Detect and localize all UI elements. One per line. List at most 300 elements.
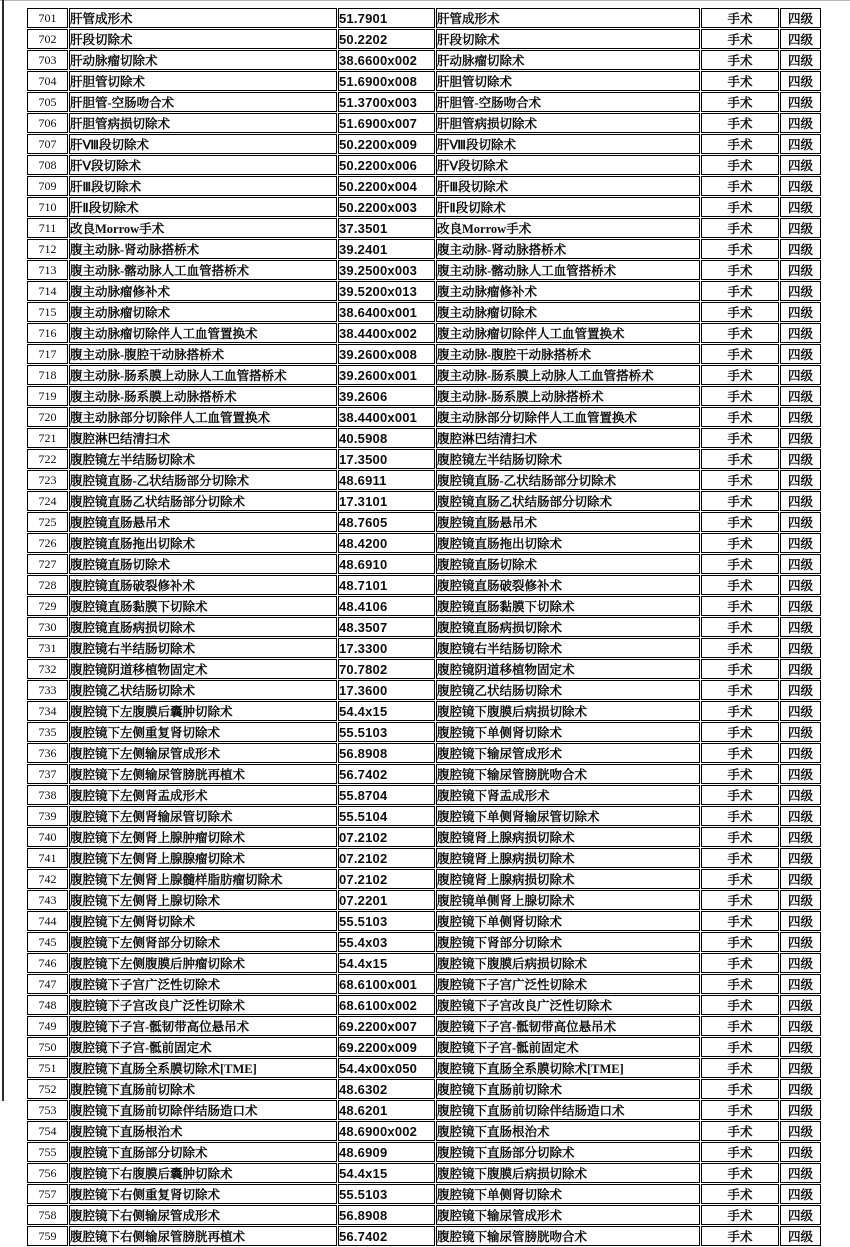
row-number-cell: 745 [27, 932, 68, 952]
category-cell: 手术 [701, 1184, 779, 1204]
table-row [27, 995, 821, 1015]
procedure-name-cell: 腹腔镜直肠黏膜下切除术 [69, 596, 337, 616]
level-cell: 四级 [780, 155, 821, 175]
table-row [27, 470, 821, 490]
table-row [27, 386, 821, 406]
category-cell: 手术 [701, 722, 779, 742]
procedure-name-repeat-cell: 腹腔镜下输尿管成形术 [436, 1205, 700, 1225]
category-cell: 手术 [701, 134, 779, 154]
level-cell: 四级 [780, 1163, 821, 1183]
category-cell: 手术 [701, 953, 779, 973]
category-cell: 手术 [701, 281, 779, 301]
category-cell: 手术 [701, 1142, 779, 1162]
procedure-name-repeat-cell: 肝Ⅴ段切除术 [436, 155, 700, 175]
row-number-cell: 704 [27, 71, 68, 91]
procedure-name-repeat-cell: 腹腔镜下单侧肾切除术 [436, 1184, 700, 1204]
procedure-name-cell: 腹腔镜下左侧肾上腺切除术 [69, 890, 337, 910]
row-number-cell: 752 [27, 1079, 68, 1099]
category-cell: 手术 [701, 890, 779, 910]
procedure-name-cell: 肝段切除术 [69, 29, 337, 49]
row-number-cell: 741 [27, 848, 68, 868]
table-row [27, 575, 821, 595]
table-row [27, 8, 821, 28]
procedure-name-cell: 腹主动脉-肾动脉搭桥术 [69, 239, 337, 259]
table-row [27, 953, 821, 973]
level-cell: 四级 [780, 512, 821, 532]
level-cell: 四级 [780, 134, 821, 154]
category-cell: 手术 [701, 974, 779, 994]
category-cell: 手术 [701, 1121, 779, 1141]
row-number-cell: 718 [27, 365, 68, 385]
level-cell: 四级 [780, 785, 821, 805]
level-cell: 四级 [780, 1121, 821, 1141]
category-cell: 手术 [701, 806, 779, 826]
procedure-name-repeat-cell: 腹腔镜下子宫-骶前固定术 [436, 1037, 700, 1057]
level-cell: 四级 [780, 260, 821, 280]
row-number-cell: 709 [27, 176, 68, 196]
procedure-code-cell: 48.6201 [338, 1100, 435, 1120]
procedure-name-repeat-cell: 腹腔镜下单侧肾切除术 [436, 911, 700, 931]
level-cell: 四级 [780, 596, 821, 616]
procedure-code-cell: 50.2200x004 [338, 176, 435, 196]
level-cell: 四级 [780, 701, 821, 721]
level-cell: 四级 [780, 827, 821, 847]
row-number-cell: 730 [27, 617, 68, 637]
procedure-name-cell: 腹腔镜下左侧重复肾切除术 [69, 722, 337, 742]
category-cell: 手术 [701, 743, 779, 763]
level-cell: 四级 [780, 281, 821, 301]
procedure-name-repeat-cell: 腹腔镜下输尿管膀胱吻合术 [436, 764, 700, 784]
procedure-code-cell: 48.6911 [338, 470, 435, 490]
row-number-cell: 754 [27, 1121, 68, 1141]
table-row [27, 806, 821, 826]
procedure-name-cell: 腹腔镜下左侧输尿管成形术 [69, 743, 337, 763]
row-number-cell: 723 [27, 470, 68, 490]
category-cell: 手术 [701, 386, 779, 406]
procedure-name-repeat-cell: 腹腔镜肾上腺病损切除术 [436, 848, 700, 868]
procedure-name-repeat-cell: 腹腔镜下子宫改良广泛性切除术 [436, 995, 700, 1015]
table-row [27, 134, 821, 154]
row-number-cell: 715 [27, 302, 68, 322]
procedure-code-cell: 37.3501 [338, 218, 435, 238]
table-row [27, 1163, 821, 1183]
category-cell: 手术 [701, 50, 779, 70]
procedure-code-cell: 48.6302 [338, 1079, 435, 1099]
category-cell: 手术 [701, 155, 779, 175]
procedure-name-cell: 腹腔镜直肠切除术 [69, 554, 337, 574]
row-number-cell: 743 [27, 890, 68, 910]
table-row [27, 743, 821, 763]
category-cell: 手术 [701, 932, 779, 952]
procedure-code-cell: 38.4400x002 [338, 323, 435, 343]
level-cell: 四级 [780, 197, 821, 217]
level-cell: 四级 [780, 680, 821, 700]
row-number-cell: 724 [27, 491, 68, 511]
level-cell: 四级 [780, 638, 821, 658]
category-cell: 手术 [701, 218, 779, 238]
level-cell: 四级 [780, 995, 821, 1015]
procedure-name-cell: 肝Ⅴ段切除术 [69, 155, 337, 175]
level-cell: 四级 [780, 470, 821, 490]
row-number-cell: 728 [27, 575, 68, 595]
row-number-cell: 719 [27, 386, 68, 406]
procedure-code-cell: 70.7802 [338, 659, 435, 679]
level-cell: 四级 [780, 218, 821, 238]
procedure-code-cell: 50.2200x009 [338, 134, 435, 154]
row-number-cell: 710 [27, 197, 68, 217]
row-number-cell: 729 [27, 596, 68, 616]
row-number-cell: 720 [27, 407, 68, 427]
procedure-name-repeat-cell: 腹腔镜乙状结肠切除术 [436, 680, 700, 700]
table-row [27, 974, 821, 994]
procedure-code-cell: 07.2102 [338, 827, 435, 847]
procedure-name-repeat-cell: 腹腔镜下单侧肾切除术 [436, 722, 700, 742]
row-number-cell: 744 [27, 911, 68, 931]
table-row [27, 1226, 821, 1246]
procedure-name-repeat-cell: 腹主动脉瘤切除术 [436, 302, 700, 322]
procedure-name-repeat-cell: 肝Ⅷ段切除术 [436, 134, 700, 154]
table-row [27, 890, 821, 910]
procedure-name-cell: 腹主动脉瘤切除伴人工血管置换术 [69, 323, 337, 343]
level-cell: 四级 [780, 974, 821, 994]
category-cell: 手术 [701, 575, 779, 595]
level-cell: 四级 [780, 932, 821, 952]
level-cell: 四级 [780, 1079, 821, 1099]
category-cell: 手术 [701, 8, 779, 28]
table-row [27, 197, 821, 217]
procedure-name-cell: 腹腔镜右半结肠切除术 [69, 638, 337, 658]
procedure-code-cell: 17.3600 [338, 680, 435, 700]
procedure-code-cell: 48.4106 [338, 596, 435, 616]
procedure-name-repeat-cell: 肝Ⅱ段切除术 [436, 197, 700, 217]
procedure-name-repeat-cell: 腹腔镜直肠-乙状结肠部分切除术 [436, 470, 700, 490]
procedure-code-cell: 48.6909 [338, 1142, 435, 1162]
table-row [27, 428, 821, 448]
row-number-cell: 734 [27, 701, 68, 721]
procedure-code-cell: 55.4x03 [338, 932, 435, 952]
procedure-code-cell: 17.3500 [338, 449, 435, 469]
procedure-name-cell: 肝胆管-空肠吻合术 [69, 92, 337, 112]
procedure-code-cell: 39.2600x008 [338, 344, 435, 364]
procedure-name-cell: 肝管成形术 [69, 8, 337, 28]
table-row [27, 407, 821, 427]
procedure-code-cell: 69.2200x009 [338, 1037, 435, 1057]
procedure-code-cell: 07.2102 [338, 848, 435, 868]
level-cell: 四级 [780, 71, 821, 91]
level-cell: 四级 [780, 869, 821, 889]
procedure-name-cell: 腹主动脉-肠系膜上动脉搭桥术 [69, 386, 337, 406]
procedure-name-cell: 腹腔镜下左侧输尿管膀胱再植术 [69, 764, 337, 784]
procedure-name-repeat-cell: 腹腔镜直肠拖出切除术 [436, 533, 700, 553]
procedure-code-cell: 55.5103 [338, 911, 435, 931]
procedure-name-repeat-cell: 腹腔镜下腹膜后病损切除术 [436, 953, 700, 973]
procedure-name-repeat-cell: 腹主动脉瘤修补术 [436, 281, 700, 301]
table-row [27, 722, 821, 742]
procedure-name-repeat-cell: 腹腔镜下直肠根治术 [436, 1121, 700, 1141]
category-cell: 手术 [701, 617, 779, 637]
procedure-code-cell: 51.3700x003 [338, 92, 435, 112]
row-number-cell: 740 [27, 827, 68, 847]
procedure-code-cell: 17.3300 [338, 638, 435, 658]
level-cell: 四级 [780, 29, 821, 49]
row-number-cell: 749 [27, 1016, 68, 1036]
level-cell: 四级 [780, 449, 821, 469]
table-row [27, 491, 821, 511]
procedure-code-cell: 55.8704 [338, 785, 435, 805]
procedure-name-cell: 腹腔镜直肠-乙状结肠部分切除术 [69, 470, 337, 490]
level-cell: 四级 [780, 953, 821, 973]
procedure-name-cell: 腹腔镜下右腹膜后囊肿切除术 [69, 1163, 337, 1183]
level-cell: 四级 [780, 806, 821, 826]
table-row [27, 554, 821, 574]
table-row [27, 932, 821, 952]
level-cell: 四级 [780, 575, 821, 595]
category-cell: 手术 [701, 470, 779, 490]
level-cell: 四级 [780, 554, 821, 574]
procedure-name-cell: 腹腔镜左半结肠切除术 [69, 449, 337, 469]
procedure-name-repeat-cell: 腹腔镜下直肠前切除术 [436, 1079, 700, 1099]
row-number-cell: 747 [27, 974, 68, 994]
table-row [27, 71, 821, 91]
row-number-cell: 717 [27, 344, 68, 364]
procedure-name-cell: 腹腔镜下右侧输尿管成形术 [69, 1205, 337, 1225]
level-cell: 四级 [780, 428, 821, 448]
category-cell: 手术 [701, 344, 779, 364]
procedure-name-cell: 腹主动脉-腹腔干动脉搭桥术 [69, 344, 337, 364]
procedure-code-cell: 56.7402 [338, 1226, 435, 1246]
procedure-name-repeat-cell: 腹主动脉瘤切除伴人工血管置换术 [436, 323, 700, 343]
procedure-name-repeat-cell: 腹腔镜下输尿管膀胱吻合术 [436, 1226, 700, 1246]
category-cell: 手术 [701, 1016, 779, 1036]
procedure-code-cell: 39.2606 [338, 386, 435, 406]
table-row [27, 596, 821, 616]
procedure-code-cell: 68.6100x002 [338, 995, 435, 1015]
category-cell: 手术 [701, 554, 779, 574]
procedure-name-repeat-cell: 肝段切除术 [436, 29, 700, 49]
level-cell: 四级 [780, 491, 821, 511]
procedure-name-repeat-cell: 腹腔镜左半结肠切除术 [436, 449, 700, 469]
scan-edge-artifact-left [2, 0, 4, 1101]
procedure-name-repeat-cell: 腹腔镜直肠切除术 [436, 554, 700, 574]
category-cell: 手术 [701, 1205, 779, 1225]
procedure-name-cell: 肝Ⅲ段切除术 [69, 176, 337, 196]
table-row [27, 92, 821, 112]
procedure-code-cell: 54.4x15 [338, 953, 435, 973]
table-row [27, 50, 821, 70]
procedure-code-cell: 48.6910 [338, 554, 435, 574]
row-number-cell: 703 [27, 50, 68, 70]
procedure-code-cell: 69.2200x007 [338, 1016, 435, 1036]
category-cell: 手术 [701, 239, 779, 259]
row-number-cell: 753 [27, 1100, 68, 1120]
procedure-name-cell: 肝Ⅱ段切除术 [69, 197, 337, 217]
row-number-cell: 731 [27, 638, 68, 658]
category-cell: 手术 [701, 260, 779, 280]
category-cell: 手术 [701, 428, 779, 448]
procedure-code-cell: 55.5103 [338, 1184, 435, 1204]
row-number-cell: 738 [27, 785, 68, 805]
procedure-name-repeat-cell: 肝胆管病损切除术 [436, 113, 700, 133]
table-row [27, 869, 821, 889]
level-cell: 四级 [780, 92, 821, 112]
procedure-code-cell: 51.6900x008 [338, 71, 435, 91]
procedure-name-cell: 肝胆管切除术 [69, 71, 337, 91]
procedure-name-cell: 腹腔镜下直肠前切除术 [69, 1079, 337, 1099]
table-row [27, 176, 821, 196]
procedure-name-cell: 腹主动脉部分切除伴人工血管置换术 [69, 407, 337, 427]
level-cell: 四级 [780, 386, 821, 406]
level-cell: 四级 [780, 722, 821, 742]
procedure-name-repeat-cell: 肝Ⅲ段切除术 [436, 176, 700, 196]
table-row [27, 302, 821, 322]
table-row [27, 323, 821, 343]
procedure-name-cell: 腹主动脉瘤切除术 [69, 302, 337, 322]
procedure-code-cell: 48.4200 [338, 533, 435, 553]
procedure-name-repeat-cell: 肝胆管-空肠吻合术 [436, 92, 700, 112]
row-number-cell: 739 [27, 806, 68, 826]
table-row [27, 1037, 821, 1057]
procedure-name-repeat-cell: 腹腔镜直肠乙状结肠部分切除术 [436, 491, 700, 511]
row-number-cell: 712 [27, 239, 68, 259]
category-cell: 手术 [701, 323, 779, 343]
procedure-name-repeat-cell: 腹腔镜阴道移植物固定术 [436, 659, 700, 679]
category-cell: 手术 [701, 113, 779, 133]
category-cell: 手术 [701, 176, 779, 196]
procedure-name-cell: 腹腔镜直肠乙状结肠部分切除术 [69, 491, 337, 511]
row-number-cell: 756 [27, 1163, 68, 1183]
table-row [27, 680, 821, 700]
level-cell: 四级 [780, 344, 821, 364]
table-row [27, 29, 821, 49]
category-cell: 手术 [701, 911, 779, 931]
level-cell: 四级 [780, 848, 821, 868]
row-number-cell: 707 [27, 134, 68, 154]
procedure-name-repeat-cell: 肝管成形术 [436, 8, 700, 28]
procedure-name-repeat-cell: 腹腔镜直肠病损切除术 [436, 617, 700, 637]
procedure-name-repeat-cell: 腹腔淋巴结清扫术 [436, 428, 700, 448]
procedure-name-cell: 腹腔淋巴结清扫术 [69, 428, 337, 448]
procedure-name-repeat-cell: 腹腔镜下腹膜后病损切除术 [436, 701, 700, 721]
level-cell: 四级 [780, 365, 821, 385]
procedure-code-cell: 38.4400x001 [338, 407, 435, 427]
category-cell: 手术 [701, 869, 779, 889]
scan-edge-artifact-top [0, 0, 850, 1]
procedure-code-cell: 56.7402 [338, 764, 435, 784]
level-cell: 四级 [780, 1205, 821, 1225]
procedure-code-cell: 17.3101 [338, 491, 435, 511]
procedure-code-cell: 55.5103 [338, 722, 435, 742]
table-row [27, 218, 821, 238]
procedure-name-repeat-cell: 腹腔镜下子宫广泛性切除术 [436, 974, 700, 994]
table-row [27, 638, 821, 658]
row-number-cell: 736 [27, 743, 68, 763]
row-number-cell: 750 [27, 1037, 68, 1057]
table-row [27, 827, 821, 847]
procedure-name-repeat-cell: 腹腔镜下子宫-骶韧带高位悬吊术 [436, 1016, 700, 1036]
category-cell: 手术 [701, 1058, 779, 1078]
category-cell: 手术 [701, 785, 779, 805]
procedure-table-body [27, 8, 821, 1246]
row-number-cell: 702 [27, 29, 68, 49]
procedure-name-repeat-cell: 肝动脉瘤切除术 [436, 50, 700, 70]
row-number-cell: 759 [27, 1226, 68, 1246]
category-cell: 手术 [701, 659, 779, 679]
procedure-name-cell: 腹腔镜下左侧肾切除术 [69, 911, 337, 931]
procedure-code-cell: 50.2200x003 [338, 197, 435, 217]
row-number-cell: 748 [27, 995, 68, 1015]
category-cell: 手术 [701, 1037, 779, 1057]
procedure-name-cell: 腹腔镜下子宫-骶韧带高位悬吊术 [69, 1016, 337, 1036]
level-cell: 四级 [780, 764, 821, 784]
category-cell: 手术 [701, 491, 779, 511]
procedure-code-cell: 54.4x15 [338, 1163, 435, 1183]
row-number-cell: 713 [27, 260, 68, 280]
category-cell: 手术 [701, 1226, 779, 1246]
procedure-name-repeat-cell: 腹腔镜直肠悬吊术 [436, 512, 700, 532]
procedure-name-cell: 腹腔镜下左侧肾上腺肿瘤切除术 [69, 827, 337, 847]
procedure-name-cell: 腹腔镜下左腹膜后囊肿切除术 [69, 701, 337, 721]
level-cell: 四级 [780, 1184, 821, 1204]
procedure-name-repeat-cell: 腹主动脉-肾动脉搭桥术 [436, 239, 700, 259]
level-cell: 四级 [780, 911, 821, 931]
procedure-name-cell: 腹腔镜下直肠前切除伴结肠造口术 [69, 1100, 337, 1120]
level-cell: 四级 [780, 8, 821, 28]
category-cell: 手术 [701, 638, 779, 658]
procedure-name-repeat-cell: 腹主动脉-腹腔干动脉搭桥术 [436, 344, 700, 364]
table-row [27, 1142, 821, 1162]
procedure-name-repeat-cell: 腹腔镜下肾盂成形术 [436, 785, 700, 805]
level-cell: 四级 [780, 1058, 821, 1078]
table-row [27, 1079, 821, 1099]
procedure-code-cell: 55.5104 [338, 806, 435, 826]
procedure-name-cell: 腹腔镜下右侧重复肾切除术 [69, 1184, 337, 1204]
procedure-code-cell: 50.2202 [338, 29, 435, 49]
procedure-code-cell: 56.8908 [338, 743, 435, 763]
table-row [27, 659, 821, 679]
procedure-name-cell: 腹腔镜直肠悬吊术 [69, 512, 337, 532]
category-cell: 手术 [701, 365, 779, 385]
row-number-cell: 705 [27, 92, 68, 112]
procedure-code-cell: 38.6600x002 [338, 50, 435, 70]
procedure-name-cell: 腹腔镜阴道移植物固定术 [69, 659, 337, 679]
level-cell: 四级 [780, 533, 821, 553]
row-number-cell: 716 [27, 323, 68, 343]
level-cell: 四级 [780, 890, 821, 910]
procedure-code-cell: 39.2500x003 [338, 260, 435, 280]
procedure-name-cell: 腹主动脉-肠系膜上动脉人工血管搭桥术 [69, 365, 337, 385]
procedure-name-cell: 腹主动脉-髂动脉人工血管搭桥术 [69, 260, 337, 280]
level-cell: 四级 [780, 1016, 821, 1036]
procedure-name-repeat-cell: 腹腔镜下输尿管成形术 [436, 743, 700, 763]
procedure-name-cell: 腹腔镜下左侧腹膜后肿瘤切除术 [69, 953, 337, 973]
row-number-cell: 701 [27, 8, 68, 28]
category-cell: 手术 [701, 533, 779, 553]
procedure-name-cell: 腹腔镜下左侧肾上腺髓样脂肪瘤切除术 [69, 869, 337, 889]
table-row [27, 239, 821, 259]
procedure-code-cell: 54.4x00x050 [338, 1058, 435, 1078]
procedure-code-cell: 39.5200x013 [338, 281, 435, 301]
row-number-cell: 757 [27, 1184, 68, 1204]
procedure-name-cell: 腹腔镜直肠破裂修补术 [69, 575, 337, 595]
procedure-name-repeat-cell: 腹腔镜下直肠前切除伴结肠造口术 [436, 1100, 700, 1120]
level-cell: 四级 [780, 113, 821, 133]
row-number-cell: 727 [27, 554, 68, 574]
table-row [27, 113, 821, 133]
procedure-name-cell: 肝动脉瘤切除术 [69, 50, 337, 70]
row-number-cell: 706 [27, 113, 68, 133]
category-cell: 手术 [701, 1163, 779, 1183]
table-row [27, 1121, 821, 1141]
